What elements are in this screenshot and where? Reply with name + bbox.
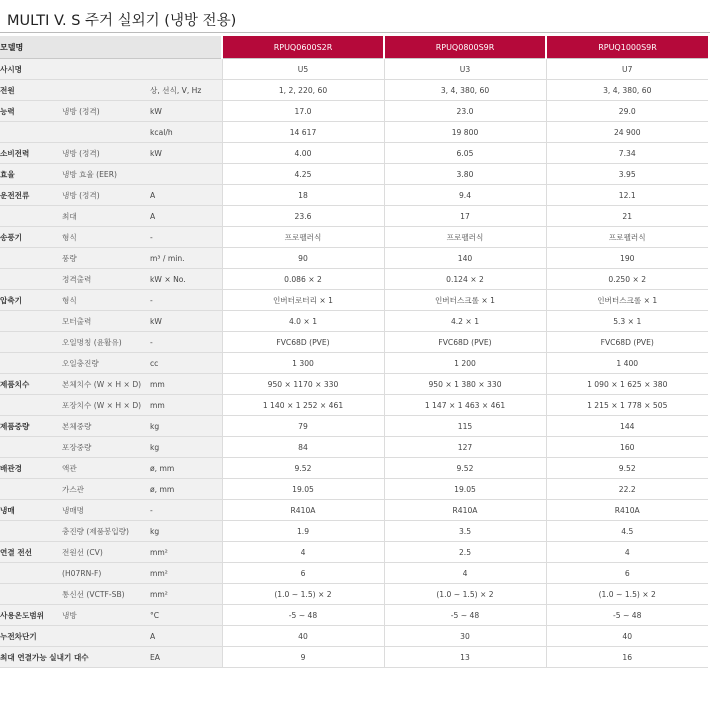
- spec-row: [0, 584, 708, 605]
- spec-group-label: [0, 437, 62, 458]
- spec-value: 23.0: [384, 101, 546, 122]
- spec-value: 40: [222, 626, 384, 647]
- spec-unit: kg: [150, 437, 222, 458]
- spec-value: 190: [546, 248, 708, 269]
- spec-value: 115: [384, 416, 546, 437]
- spec-value: 인버터로터리 × 1: [222, 290, 384, 311]
- spec-unit: kW: [150, 143, 222, 164]
- spec-value: 12.1: [546, 185, 708, 206]
- spec-sub-label: 풍량: [62, 248, 150, 269]
- spec-value: FVC68D (PVE): [384, 332, 546, 353]
- spec-row: [0, 80, 708, 101]
- spec-value: 144: [546, 416, 708, 437]
- spec-value: 6: [222, 563, 384, 584]
- spec-row: [0, 248, 708, 269]
- spec-value: 4.00: [222, 143, 384, 164]
- spec-value: 프로펠러식: [384, 227, 546, 248]
- spec-value: 29.0: [546, 101, 708, 122]
- spec-value: R410A: [546, 500, 708, 521]
- spec-value: 4.5: [546, 521, 708, 542]
- spec-row: [0, 353, 708, 374]
- spec-value: 17.0: [222, 101, 384, 122]
- spec-group-label: [0, 332, 62, 353]
- spec-row: [0, 59, 708, 80]
- spec-unit: m³ / min.: [150, 248, 222, 269]
- spec-group-label: [0, 206, 62, 227]
- spec-sub-label: 최대: [62, 206, 150, 227]
- spec-row: [0, 164, 708, 185]
- spec-group-label: 연결 전선: [0, 542, 62, 563]
- spec-value: 19.05: [222, 479, 384, 500]
- spec-unit: [150, 164, 222, 185]
- spec-value: 1 215 × 1 778 × 505: [546, 395, 708, 416]
- spec-value: 1 400: [546, 353, 708, 374]
- spec-value: 0.124 × 2: [384, 269, 546, 290]
- spec-group-label: [0, 395, 62, 416]
- spec-value: 24 900: [546, 122, 708, 143]
- spec-row: [0, 626, 708, 647]
- spec-group-label: 배관경: [0, 458, 62, 479]
- spec-value: FVC68D (PVE): [546, 332, 708, 353]
- spec-sub-label: 본체중량: [62, 416, 150, 437]
- spec-row: [0, 122, 708, 143]
- spec-group-label: 소비전력: [0, 143, 62, 164]
- spec-group-label: 사용온도범위: [0, 605, 62, 626]
- spec-value: 21: [546, 206, 708, 227]
- spec-value: 3, 4, 380, 60: [546, 80, 708, 101]
- spec-table-body: [0, 36, 708, 668]
- spec-value: 14 617: [222, 122, 384, 143]
- spec-value: 18: [222, 185, 384, 206]
- spec-unit: cc: [150, 353, 222, 374]
- spec-value: 2.5: [384, 542, 546, 563]
- spec-unit: kcal/h: [150, 122, 222, 143]
- spec-group-label: [0, 479, 62, 500]
- spec-row: [0, 416, 708, 437]
- spec-value: U3: [384, 59, 546, 80]
- spec-value: 1 090 × 1 625 × 380: [546, 374, 708, 395]
- spec-group-label: [0, 521, 62, 542]
- spec-value: 90: [222, 248, 384, 269]
- spec-value: 4: [546, 542, 708, 563]
- spec-value: 4.2 × 1: [384, 311, 546, 332]
- spec-value: 4: [384, 563, 546, 584]
- spec-sub-label: 오일명칭 (윤활유): [62, 332, 150, 353]
- spec-value: 3, 4, 380, 60: [384, 80, 546, 101]
- spec-value: 3.80: [384, 164, 546, 185]
- spec-value: 7.34: [546, 143, 708, 164]
- spec-row: [0, 101, 708, 122]
- spec-row: [0, 395, 708, 416]
- spec-value: 4: [222, 542, 384, 563]
- spec-row: [0, 563, 708, 584]
- spec-value: 79: [222, 416, 384, 437]
- spec-value: (1.0 ~ 1.5) × 2: [546, 584, 708, 605]
- spec-value: 13: [384, 647, 546, 668]
- spec-unit: kW: [150, 101, 222, 122]
- spec-sub-label: 냉방 (정격): [62, 143, 150, 164]
- spec-row: [0, 269, 708, 290]
- spec-row: [0, 605, 708, 626]
- spec-value: 9.4: [384, 185, 546, 206]
- spec-value: 인버터스크롤 × 1: [546, 290, 708, 311]
- spec-sub-label: (H07RN-F): [62, 563, 150, 584]
- model-name-1: RPUQ0600S2R: [222, 36, 384, 59]
- spec-value: R410A: [222, 500, 384, 521]
- spec-sub-label: 전원선 (CV): [62, 542, 150, 563]
- spec-unit: -: [150, 227, 222, 248]
- spec-unit: ø, mm: [150, 458, 222, 479]
- spec-table: [0, 36, 708, 668]
- spec-unit: A: [150, 185, 222, 206]
- spec-unit: mm²: [150, 563, 222, 584]
- spec-unit: -: [150, 290, 222, 311]
- spec-sub-label: 냉방: [62, 605, 150, 626]
- spec-value: 6.05: [384, 143, 546, 164]
- spec-sub-label: 형식: [62, 290, 150, 311]
- spec-group-label: 사시명: [0, 59, 62, 80]
- spec-sub-label: 충진량 (제품봉입량): [62, 521, 150, 542]
- spec-value: 인버터스크롤 × 1: [384, 290, 546, 311]
- spec-sub-label: 냉방 효율 (EER): [62, 164, 150, 185]
- spec-value: 30: [384, 626, 546, 647]
- spec-row: [0, 332, 708, 353]
- spec-row: [0, 647, 708, 668]
- spec-row: [0, 290, 708, 311]
- page-title: MULTI V. S 주거 실외기 (냉방 전용): [7, 13, 237, 29]
- spec-group-label: 최대 연결가능 실내기 대수: [0, 647, 150, 668]
- spec-sub-label: 냉방 (정격): [62, 101, 150, 122]
- spec-unit: -: [150, 500, 222, 521]
- spec-value: 프로펠러식: [546, 227, 708, 248]
- spec-value: 1, 2, 220, 60: [222, 80, 384, 101]
- spec-unit: -: [150, 332, 222, 353]
- spec-group-label: 제품치수: [0, 374, 62, 395]
- spec-group-label: [0, 584, 62, 605]
- spec-value: 4.25: [222, 164, 384, 185]
- spec-value: 1 300: [222, 353, 384, 374]
- spec-row: [0, 437, 708, 458]
- model-header-row: [0, 36, 708, 59]
- spec-value: -5 ~ 48: [546, 605, 708, 626]
- spec-value: 9.52: [546, 458, 708, 479]
- spec-sub-label: [62, 59, 150, 80]
- spec-group-label: 냉매: [0, 500, 62, 521]
- spec-value: 950 × 1 380 × 330: [384, 374, 546, 395]
- spec-row: [0, 311, 708, 332]
- spec-value: 0.250 × 2: [546, 269, 708, 290]
- spec-value: -5 ~ 48: [384, 605, 546, 626]
- spec-unit: °C: [150, 605, 222, 626]
- spec-value: 6: [546, 563, 708, 584]
- spec-value: 160: [546, 437, 708, 458]
- spec-value: 22.2: [546, 479, 708, 500]
- spec-unit: mm²: [150, 584, 222, 605]
- spec-value: U7: [546, 59, 708, 80]
- spec-value: U5: [222, 59, 384, 80]
- spec-row: [0, 500, 708, 521]
- spec-group-label: [0, 311, 62, 332]
- spec-group-label: [0, 353, 62, 374]
- spec-value: 4.0 × 1: [222, 311, 384, 332]
- spec-sub-label: 형식: [62, 227, 150, 248]
- spec-unit: kW: [150, 311, 222, 332]
- spec-sub-label: 본체치수 (W × H × D): [62, 374, 150, 395]
- spec-value: (1.0 ~ 1.5) × 2: [222, 584, 384, 605]
- spec-sub-label: 포장중량: [62, 437, 150, 458]
- spec-value: -5 ~ 48: [222, 605, 384, 626]
- spec-sub-label: 가스관: [62, 479, 150, 500]
- title-divider: [0, 32, 710, 33]
- model-name-3: RPUQ1000S9R: [546, 36, 708, 59]
- spec-row: [0, 227, 708, 248]
- spec-row: [0, 143, 708, 164]
- spec-value: 1 147 × 1 463 × 461: [384, 395, 546, 416]
- spec-unit: A: [150, 626, 222, 647]
- spec-unit: kW × No.: [150, 269, 222, 290]
- spec-value: 5.3 × 1: [546, 311, 708, 332]
- spec-unit: mm²: [150, 542, 222, 563]
- spec-group-label: 운전전류: [0, 185, 62, 206]
- spec-unit: kg: [150, 521, 222, 542]
- spec-value: 23.6: [222, 206, 384, 227]
- spec-unit: kg: [150, 416, 222, 437]
- spec-row: [0, 374, 708, 395]
- spec-group-label: [0, 122, 62, 143]
- spec-sub-label: 냉매명: [62, 500, 150, 521]
- spec-value: 3.95: [546, 164, 708, 185]
- spec-value: 19.05: [384, 479, 546, 500]
- spec-group-label: [0, 248, 62, 269]
- spec-group-label: 송풍기: [0, 227, 62, 248]
- spec-value: FVC68D (PVE): [222, 332, 384, 353]
- spec-value: 9: [222, 647, 384, 668]
- spec-value: 9.52: [384, 458, 546, 479]
- spec-unit: 상, 선식, V, Hz: [150, 80, 222, 101]
- spec-sub-label: [62, 122, 150, 143]
- spec-group-label: 누전차단기: [0, 626, 62, 647]
- spec-row: [0, 521, 708, 542]
- spec-value: R410A: [384, 500, 546, 521]
- spec-value: 17: [384, 206, 546, 227]
- spec-group-label: 능력: [0, 101, 62, 122]
- spec-value: 1 200: [384, 353, 546, 374]
- spec-row: [0, 458, 708, 479]
- spec-sub-label: 냉방 (정격): [62, 185, 150, 206]
- spec-value: 9.52: [222, 458, 384, 479]
- spec-row: [0, 479, 708, 500]
- spec-row: [0, 185, 708, 206]
- spec-sub-label: 통신선 (VCTF-SB): [62, 584, 150, 605]
- spec-value: 19 800: [384, 122, 546, 143]
- spec-group-label: 압축기: [0, 290, 62, 311]
- spec-sub-label: 오일충진량: [62, 353, 150, 374]
- spec-group-label: 효율: [0, 164, 62, 185]
- spec-unit: mm: [150, 374, 222, 395]
- spec-sub-label: [62, 626, 150, 647]
- spec-sub-label: [62, 80, 150, 101]
- spec-row: [0, 206, 708, 227]
- spec-sub-label: 모터출력: [62, 311, 150, 332]
- spec-value: (1.0 ~ 1.5) × 2: [384, 584, 546, 605]
- spec-value: 40: [546, 626, 708, 647]
- spec-sub-label: 정격출력: [62, 269, 150, 290]
- model-label: 모델명: [0, 36, 222, 59]
- spec-group-label: 제품중량: [0, 416, 62, 437]
- spec-group-label: 전원: [0, 80, 62, 101]
- spec-group-label: [0, 269, 62, 290]
- spec-value: 950 × 1170 × 330: [222, 374, 384, 395]
- spec-unit: ø, mm: [150, 479, 222, 500]
- spec-value: 1.9: [222, 521, 384, 542]
- spec-value: 1 140 × 1 252 × 461: [222, 395, 384, 416]
- spec-unit: EA: [150, 647, 222, 668]
- spec-value: 3.5: [384, 521, 546, 542]
- spec-group-label: [0, 563, 62, 584]
- spec-value: 127: [384, 437, 546, 458]
- spec-value: 0.086 × 2: [222, 269, 384, 290]
- spec-unit: mm: [150, 395, 222, 416]
- spec-sub-label: 포장치수 (W × H × D): [62, 395, 150, 416]
- spec-sub-label: 액관: [62, 458, 150, 479]
- spec-unit: A: [150, 206, 222, 227]
- model-name-2: RPUQ0800S9R: [384, 36, 546, 59]
- spec-value: 프로펠러식: [222, 227, 384, 248]
- spec-row: [0, 542, 708, 563]
- spec-value: 16: [546, 647, 708, 668]
- spec-value: 84: [222, 437, 384, 458]
- spec-value: 140: [384, 248, 546, 269]
- spec-unit: [150, 59, 222, 80]
